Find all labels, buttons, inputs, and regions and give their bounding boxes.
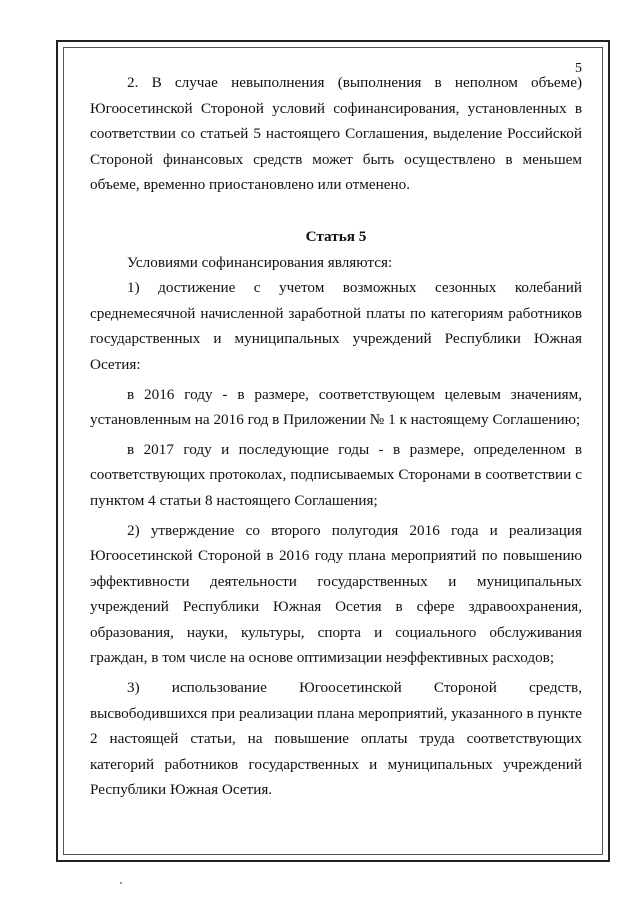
- list-item-1-year-2016: в 2016 году - в размере, соответствующем целевым значениям, установленным на 2016 год в Приложении № 1 к настоящему Соглашению;: [90, 385, 582, 429]
- list-item-3-funds-use: 3) использование Югоосетинской Стороной средств, высвободившихся при реализации плана мероприятий, указанного в пункте 2 настоящей статьи, на повышение оплаты труда соответствующих категорий работников государственных и муниципальных учреждений Республики Южная Осетия.: [90, 679, 582, 799]
- paragraph-conditions-intro: Условиями софинансирования являются:: [127, 253, 393, 271]
- page-number: 5: [575, 61, 582, 76]
- paragraph-cofinancing-failure: 2. В случае невыполнения (выполнения в неполном объеме) Югоосетинской Стороной условий софинансирования, установленных в соответствии со статьей 5 настоящего Соглашения, выделение Российской Стороной финансовых средств может быть осуществлено в меньшем объеме, временно приостановлено или отменено.: [90, 74, 582, 194]
- list-item-2-action-plan: 2) утверждение со второго полугодия 2016 года и реализация Югоосетинской Стороной в 2016 году плана мероприятий по повышению эффективности деятельности государственных и муниципальных учреждений Республики Южная Осетия в сфере здравоохранения, образования, науки, культуры, спорта и социального обслуживания граждан, в том числе на основе оптимизации неэффективных расходов;: [90, 521, 582, 667]
- article-heading: Статья 5: [305, 227, 367, 245]
- list-item-1-year-2017: в 2017 году и последующие годы - в размере, определенном в соответствующих протоколах, подписываемых Сторонами в соответствии с пунктом 4 статьи 8 настоящего Соглашения;: [90, 440, 582, 509]
- scan-speck: [120, 882, 122, 884]
- list-item-1-salary: 1) достижение с учетом возможных сезонных колебаний среднемесячной начисленной заработной платы по категориям работников государственных и муниципальных учреждений Республики Южная Осетия:: [90, 279, 582, 373]
- document-body: [90, 70, 582, 803]
